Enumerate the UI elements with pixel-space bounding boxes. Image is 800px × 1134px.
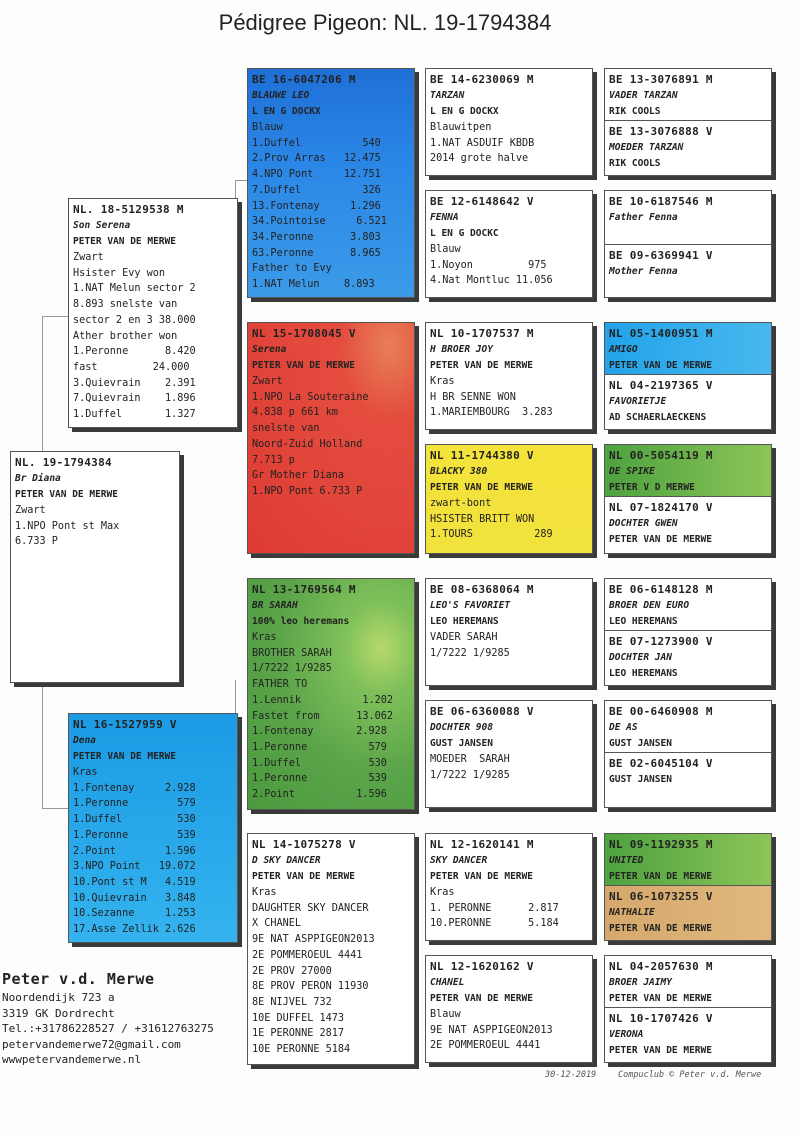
info-line: 8E PROV PERON 11930 (252, 981, 369, 993)
breeder: PETER VAN DE MERWE (252, 871, 355, 882)
footer-credit: Compuclub © Peter v.d. Merwe (618, 1070, 762, 1080)
pigeon-name: NATHALIE (609, 907, 655, 918)
ring-number: BE 13-3076888 V (609, 125, 713, 138)
info-line: 7.Duffel 326 (252, 184, 381, 196)
pigeon-name: CHANEL (430, 977, 465, 988)
ring-number: BE 02-6045104 V (609, 757, 713, 770)
pigeon-name: H BROER JOY (430, 344, 493, 355)
breeder: L EN G DOCKC (430, 228, 499, 239)
pigeon-name: AMIGO (609, 344, 638, 355)
info-line: 1. PERONNE 2.817 (430, 902, 559, 914)
info-line: 1.Peronne 8.420 (73, 346, 196, 358)
breeder: PETER VAN DE MERWE (609, 923, 712, 934)
ring-number: NL 10-1707537 M (430, 327, 534, 340)
pigeon-name: BROER JAIMY (609, 977, 672, 988)
ring-number: NL 16-1527959 V (73, 718, 177, 731)
pigeon-pair-card (604, 322, 772, 430)
ring-number: NL 14-1075278 V (252, 838, 356, 851)
info-line: 1.Peronne 539 (252, 773, 387, 785)
ring-number: NL 11-1744380 V (430, 449, 534, 462)
info-line: 1.NAT ASDUIF KBDB (430, 137, 535, 149)
info-line: 1/7222 1/9285 (252, 663, 332, 675)
info-line: fast 24.000 (73, 361, 190, 373)
footer-date: 30-12-2019 (545, 1070, 597, 1080)
info-line: Blauwitpen (430, 122, 492, 133)
pigeon-name: VERONA (609, 1029, 644, 1040)
ring-number: NL 10-1707426 V (609, 1012, 713, 1025)
info-line: Kras (252, 887, 277, 898)
info-line: 4.NPO Pont 12.751 (252, 169, 381, 181)
breeder: PETER VAN DE MERWE (430, 360, 533, 371)
pigeon-name: LEO'S FAVORIET (430, 600, 511, 611)
info-line: snelste van (252, 423, 320, 435)
info-line: 1.Peronne 579 (252, 741, 387, 753)
info-line: Fastet from 13.062 (252, 710, 394, 722)
owner-name: Peter v.d. Merwe (2, 970, 155, 988)
breeder: PETER VAN DE MERWE (609, 360, 712, 371)
pigeon-name: D SKY DANCER (252, 855, 321, 866)
info-line: zwart-bont (430, 498, 492, 509)
breeder: AD SCHAERLAECKENS (609, 412, 707, 423)
pigeon-name: BLAUWE LEO (252, 90, 310, 101)
breeder: GUST JANSEN (609, 738, 672, 749)
pigeon-name: Son Serena (73, 220, 131, 231)
info-line: Hsister Evy won (73, 267, 166, 279)
info-line: HSISTER BRITT WON (430, 513, 535, 525)
ring-number: NL 07-1824170 V (609, 501, 713, 514)
ring-number: BE 07-1273900 V (609, 635, 713, 648)
info-line: 9E NAT ASPPIGEON2013 (430, 1024, 553, 1036)
info-line: 2E PROV 27000 (252, 965, 332, 977)
info-line: Ather brother won (73, 330, 178, 342)
info-line: 1.NAT Melun 8.893 (252, 279, 375, 291)
breeder: PETER V D MERWE (609, 482, 695, 493)
info-line: sector 2 en 3 38.000 (73, 314, 196, 326)
pigeon-name: DE SPIKE (609, 466, 655, 477)
pigeon-name: Father Fenna (609, 212, 678, 223)
info-line: 10.Quievrain 3.848 (73, 892, 196, 904)
info-line: 3.Quievrain 2.391 (73, 377, 196, 389)
owner-phone: Tel.:+31786228527 / +31612763275 (2, 1022, 214, 1035)
connector-line (42, 808, 70, 809)
pigeon-name: VADER TARZAN (609, 90, 678, 101)
connector-line (42, 680, 43, 808)
info-line: Blauw (430, 1009, 461, 1020)
breeder: PETER VAN DE MERWE (73, 751, 176, 762)
ring-number: NL 12-1620141 M (430, 838, 534, 851)
pigeon-card-sire (68, 198, 238, 428)
pigeon-card-dss (425, 578, 593, 686)
ring-number: NL 15-1708045 V (252, 327, 356, 340)
breeder: PETER VAN DE MERWE (609, 534, 712, 545)
pigeon-name: DOCHTER 908 (430, 722, 493, 733)
breeder: RIK COOLS (609, 158, 661, 169)
info-line: 1.Duffel 530 (252, 757, 387, 769)
pigeon-pair-card (604, 68, 772, 176)
info-line: 7.Quievrain 1.896 (73, 393, 196, 405)
info-line: Kras (430, 887, 455, 898)
info-line: 1.NPO Pont 6.733 P (252, 485, 363, 497)
pigeon-name: Br Diana (15, 473, 61, 484)
ring-number: BE 06-6148128 M (609, 583, 713, 596)
connector-line (42, 316, 70, 317)
pigeon-name: Serena (252, 344, 287, 355)
breeder: PETER VAN DE MERWE (252, 360, 355, 371)
info-line: Blauw (430, 244, 461, 255)
ring-number: NL 04-2057630 M (609, 960, 713, 973)
pigeon-card-ds (247, 578, 415, 810)
ring-number: BE 08-6368064 M (430, 583, 534, 596)
breeder: PETER VAN DE MERWE (430, 482, 533, 493)
breeder: PETER VAN DE MERWE (609, 993, 712, 1004)
info-line: 1.Fontenay 2.928 (73, 782, 196, 794)
info-line: 34.Pointoise 6.521 (252, 216, 387, 228)
ring-number: NL 05-1400951 M (609, 327, 713, 340)
info-line: 10.Pont st M 4.519 (73, 876, 196, 888)
info-line: 1.NAT Melun sector 2 (73, 283, 196, 295)
pigeon-pair-card (604, 578, 772, 686)
pigeon-pair-card (604, 190, 772, 298)
ring-number: BE 09-6369941 V (609, 249, 713, 262)
pigeon-card-dam (68, 713, 238, 943)
info-line: Kras (430, 376, 455, 387)
info-line: Zwart (15, 505, 46, 516)
pigeon-name: BROER DEN EURO (609, 600, 690, 611)
info-line: 13.Fontenay 1.296 (252, 200, 381, 212)
pigeon-name: UNITED (609, 855, 644, 866)
page-title: Pédigree Pigeon: NL. 19-1794384 (218, 10, 552, 35)
ring-number: NL 09-1192935 M (609, 838, 713, 851)
info-line: 2E POMMEROEUL 4441 (430, 1040, 541, 1052)
info-line: 34.Peronne 3.803 (252, 231, 381, 243)
owner-website: wwwpetervandemerwe.nl (2, 1053, 142, 1066)
info-line: 1.Duffel 530 (73, 814, 196, 826)
breeder: PETER VAN DE MERWE (15, 489, 118, 500)
info-line: 1.Peronne 579 (73, 798, 196, 810)
breeder: L EN G DOCKX (430, 106, 499, 117)
breeder: L EN G DOCKX (252, 106, 321, 117)
pigeon-name: Dena (73, 735, 96, 746)
pigeon-card-sds (425, 322, 593, 430)
ring-number: BE 10-6187546 M (609, 195, 713, 208)
pigeon-card-dd (247, 833, 415, 1065)
info-line: 1/7222 1/9285 (430, 647, 510, 659)
ring-number: BE 12-6148642 V (430, 195, 534, 208)
info-line: 2.Prov Arras 12.475 (252, 153, 381, 165)
owner-street: Noordendijk 723 a (2, 991, 115, 1004)
info-line: MOEDER SARAH (430, 754, 510, 765)
info-line: Gr Mother Diana (252, 470, 345, 482)
breeder: GUST JANSEN (609, 774, 672, 785)
pigeon-pair-card (604, 700, 772, 808)
info-line: 8E NIJVEL 732 (252, 996, 332, 1008)
pigeon-card-dds (425, 833, 593, 941)
ring-number: NL. 19-1794384 (15, 456, 112, 469)
pigeon-name: FENNA (430, 212, 459, 223)
info-line: FATHER TO (252, 679, 308, 691)
owner-address (2, 968, 214, 1068)
owner-email: petervandemerwe72@gmail.com (2, 1037, 181, 1051)
ring-number: BE 00-6460908 M (609, 705, 713, 718)
pigeon-name: FAVORIETJE (609, 396, 667, 407)
info-line: 6.733 P (15, 536, 58, 548)
info-line: 1.MARIEMBOURG 3.283 (430, 407, 553, 419)
info-line: 1/7222 1/9285 (430, 769, 510, 781)
info-line: 1.Noyon 975 (430, 259, 547, 271)
ring-number: NL. 18-5129538 M (73, 203, 184, 216)
info-line: 1.Duffel 1.327 (73, 409, 196, 421)
info-line: 8.893 snelste van (73, 299, 178, 311)
pigeon-name: TARZAN (430, 90, 465, 101)
pigeon-name: MOEDER TARZAN (609, 142, 684, 153)
pigeon-card-dsd (425, 700, 593, 808)
info-line: 2E POMMEROEUL 4441 (252, 949, 363, 961)
pigeon-card-ddd (425, 955, 593, 1063)
ring-number: BE 06-6360088 V (430, 705, 534, 718)
info-line: 10E DUFFEL 1473 (252, 1012, 345, 1024)
pigeon-card-sd (247, 322, 415, 554)
pigeon-name: DOCHTER GWEN (609, 518, 678, 529)
info-line: VADER SARAH (430, 632, 498, 643)
info-line: 4.Nat Montluc 11.056 (430, 275, 553, 287)
info-line: BROTHER SARAH (252, 647, 332, 659)
info-line: 1.TOURS 289 (430, 529, 553, 541)
info-line: 10.PERONNE 5.184 (430, 918, 559, 930)
info-line: Kras (73, 767, 98, 778)
info-line: Zwart (252, 376, 283, 387)
pigeon-name: BLACKY 380 (430, 466, 488, 477)
pigeon-card-main (10, 451, 180, 683)
ring-number: BE 16-6047206 M (252, 73, 356, 86)
breeder: RIK COOLS (609, 106, 661, 117)
breeder: LEO HEREMANS (430, 616, 499, 627)
pigeon-name: SKY DANCER (430, 855, 488, 866)
ring-number: BE 14-6230069 M (430, 73, 534, 86)
info-line: 10E PERONNE 5184 (252, 1044, 351, 1056)
pigeon-card-sss (425, 68, 593, 176)
pigeon-card-sdd (425, 444, 593, 554)
pigeon-pair-card (604, 955, 772, 1063)
info-line: Blauw (252, 122, 283, 133)
info-line: 1.Duffel 540 (252, 137, 381, 149)
info-line: H BR SENNE WON (430, 391, 516, 403)
info-line: Noord-Zuid Holland (252, 438, 363, 450)
breeder: 100% leo heremans (252, 616, 350, 627)
info-line: 1.Fontenay 2.928 (252, 726, 387, 738)
info-line: 1.NPO La Souteraine (252, 391, 369, 403)
pigeon-pair-card (604, 833, 772, 941)
info-line: 7.713 p (252, 454, 295, 466)
info-line: 10.Sezanne 1.253 (73, 908, 196, 920)
breeder: PETER VAN DE MERWE (430, 993, 533, 1004)
pigeon-card-ss (247, 68, 415, 298)
ring-number: NL 04-2197365 V (609, 379, 713, 392)
info-line: X CHANEL (252, 918, 302, 930)
info-line: 2.Point 1.596 (73, 845, 196, 857)
pigeon-name: DOCHTER JAN (609, 652, 672, 663)
info-line: Zwart (73, 252, 104, 263)
breeder: LEO HEREMANS (609, 668, 678, 679)
info-line: 63.Peronne 8.965 (252, 247, 381, 259)
info-line: Father to Evy (252, 263, 332, 275)
pigeon-card-ssd (425, 190, 593, 298)
pigeon-name: BR SARAH (252, 600, 298, 611)
breeder: GUST JANSEN (430, 738, 493, 749)
info-line: DAUGHTER SKY DANCER (252, 902, 369, 914)
pigeon-name: DE AS (609, 722, 638, 733)
ring-number: NL 00-5054119 M (609, 449, 713, 462)
breeder: PETER VAN DE MERWE (609, 871, 712, 882)
info-line: 4.838 p 661 km (252, 407, 338, 419)
pigeon-pair-card (604, 444, 772, 554)
info-line: 2.Point 1.596 (252, 789, 387, 801)
breeder: PETER VAN DE MERWE (73, 236, 176, 247)
ring-number: NL 13-1769564 M (252, 583, 356, 596)
breeder: PETER VAN DE MERWE (609, 1045, 712, 1056)
info-line: 9E NAT ASPPIGEON2013 (252, 934, 375, 946)
ring-number: NL 12-1620162 V (430, 960, 534, 973)
breeder: LEO HEREMANS (609, 616, 678, 627)
connector-line (42, 316, 43, 452)
info-line: 2014 grote halve (430, 153, 529, 165)
ring-number: NL 06-1073255 V (609, 890, 713, 903)
ring-number: BE 13-3076891 M (609, 73, 713, 86)
info-line: 3.NPO Point 19.072 (73, 861, 196, 873)
info-line: 1E PERONNE 2817 (252, 1028, 345, 1040)
info-line: Kras (252, 632, 277, 643)
pigeon-name: Mother Fenna (609, 266, 678, 277)
info-line: 1.Lennik 1.202 (252, 694, 394, 706)
breeder: PETER VAN DE MERWE (430, 871, 533, 882)
owner-city: 3319 GK Dordrecht (2, 1006, 115, 1020)
info-line: 1.NPO Pont st Max (15, 520, 120, 532)
info-line: 17.Asse Zellik 2.626 (73, 924, 196, 936)
info-line: 1.Peronne 539 (73, 829, 196, 841)
